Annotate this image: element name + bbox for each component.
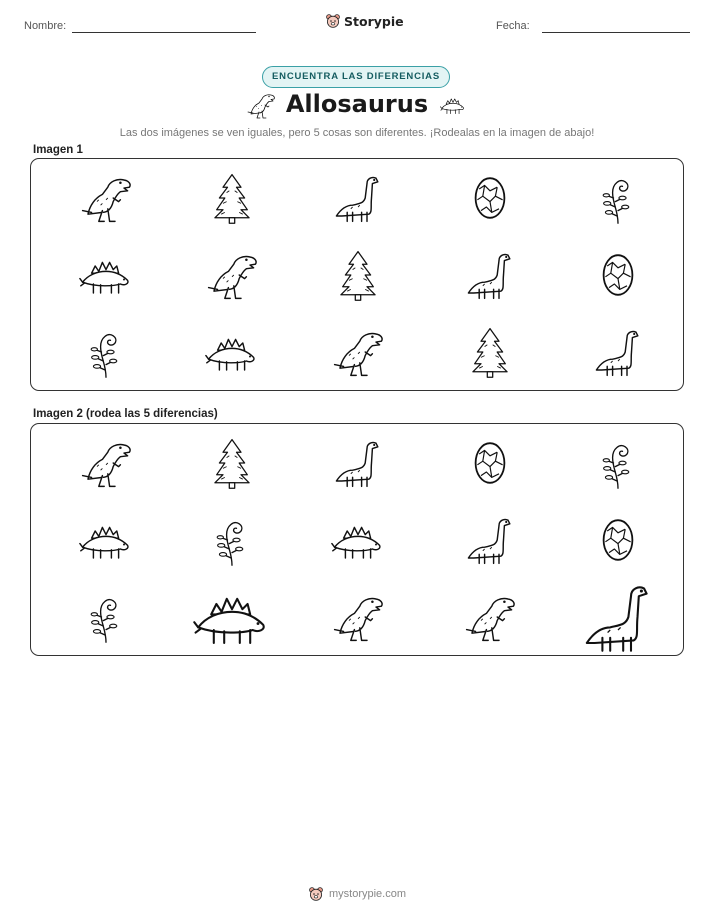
picture-cell <box>591 171 645 225</box>
page-title: Allosaurus <box>285 90 429 118</box>
picture-cell <box>591 248 645 302</box>
stegosaurus-icon <box>205 325 259 379</box>
brachiosaurus-icon <box>463 248 517 302</box>
trex-icon <box>79 436 133 490</box>
stegosaurus-icon <box>193 578 271 656</box>
picture-cell <box>463 171 517 225</box>
picture-cell <box>79 248 133 302</box>
tree-icon <box>205 436 259 490</box>
name-label: Nombre: <box>24 20 67 32</box>
egg-icon <box>463 171 517 225</box>
footer <box>308 886 406 902</box>
date-field[interactable] <box>542 32 690 33</box>
picture-cell[interactable] <box>79 513 133 567</box>
image-2-label: Imagen 2 (rodea las 5 diferencias) <box>33 408 218 420</box>
fern-icon <box>79 325 133 379</box>
fern-icon <box>79 590 133 644</box>
picture-cell[interactable] <box>205 513 259 567</box>
brand-name: Storypie <box>344 13 404 29</box>
tree-icon <box>205 171 259 225</box>
storypie-logo <box>325 13 404 29</box>
fern-icon <box>591 171 645 225</box>
picture-cell <box>591 325 645 379</box>
picture-cell[interactable] <box>591 513 645 567</box>
bear-icon <box>308 886 324 902</box>
brachiosaurus-icon <box>331 171 385 225</box>
picture-cell[interactable] <box>79 590 133 644</box>
name-field[interactable] <box>72 32 256 33</box>
fern-icon <box>205 513 259 567</box>
stegosaurus-icon <box>79 513 133 567</box>
picture-cell[interactable] <box>193 578 271 656</box>
picture-cell <box>205 171 259 225</box>
stegosaurus-icon <box>79 248 133 302</box>
footer-url: mystorypie.com <box>329 888 407 900</box>
image-2-panel[interactable] <box>30 423 684 656</box>
trex-icon <box>331 590 385 644</box>
picture-cell <box>331 325 385 379</box>
tree-icon <box>331 248 385 302</box>
bear-icon <box>325 13 341 29</box>
picture-cell <box>205 248 259 302</box>
stegosaurus-icon <box>436 92 470 118</box>
brachiosaurus-icon <box>331 436 385 490</box>
picture-cell <box>463 248 517 302</box>
picture-cell[interactable] <box>579 578 657 656</box>
trex-icon <box>79 171 133 225</box>
picture-cell[interactable] <box>331 513 385 567</box>
picture-cell[interactable] <box>463 590 517 644</box>
trex-icon <box>331 325 385 379</box>
activity-badge: ENCUENTRA LAS DIFERENCIAS <box>262 66 450 88</box>
picture-cell <box>205 325 259 379</box>
egg-icon <box>463 436 517 490</box>
tree-icon <box>463 325 517 379</box>
fern-icon <box>591 436 645 490</box>
picture-cell[interactable] <box>79 436 133 490</box>
stegosaurus-icon <box>331 513 385 567</box>
picture-cell[interactable] <box>205 436 259 490</box>
picture-cell[interactable] <box>331 590 385 644</box>
picture-cell[interactable] <box>591 436 645 490</box>
picture-cell <box>331 171 385 225</box>
picture-cell <box>79 171 133 225</box>
image-1-label: Imagen 1 <box>33 144 83 156</box>
brachiosaurus-icon <box>591 325 645 379</box>
trex-icon <box>205 248 259 302</box>
trex-icon <box>463 590 517 644</box>
brachiosaurus-icon <box>463 513 517 567</box>
egg-icon <box>591 248 645 302</box>
picture-cell <box>463 325 517 379</box>
picture-cell[interactable] <box>331 436 385 490</box>
egg-icon <box>591 513 645 567</box>
picture-cell[interactable] <box>463 436 517 490</box>
image-1-panel <box>30 158 684 391</box>
instructions-text: Las dos imágenes se ven iguales, pero 5 cosas son diferentes. ¡Rodealas en la imagen de abajo! <box>119 127 595 139</box>
brachiosaurus-icon <box>579 578 657 656</box>
picture-cell[interactable] <box>463 513 517 567</box>
picture-cell <box>331 248 385 302</box>
picture-cell <box>79 325 133 379</box>
date-label: Fecha: <box>496 20 530 32</box>
